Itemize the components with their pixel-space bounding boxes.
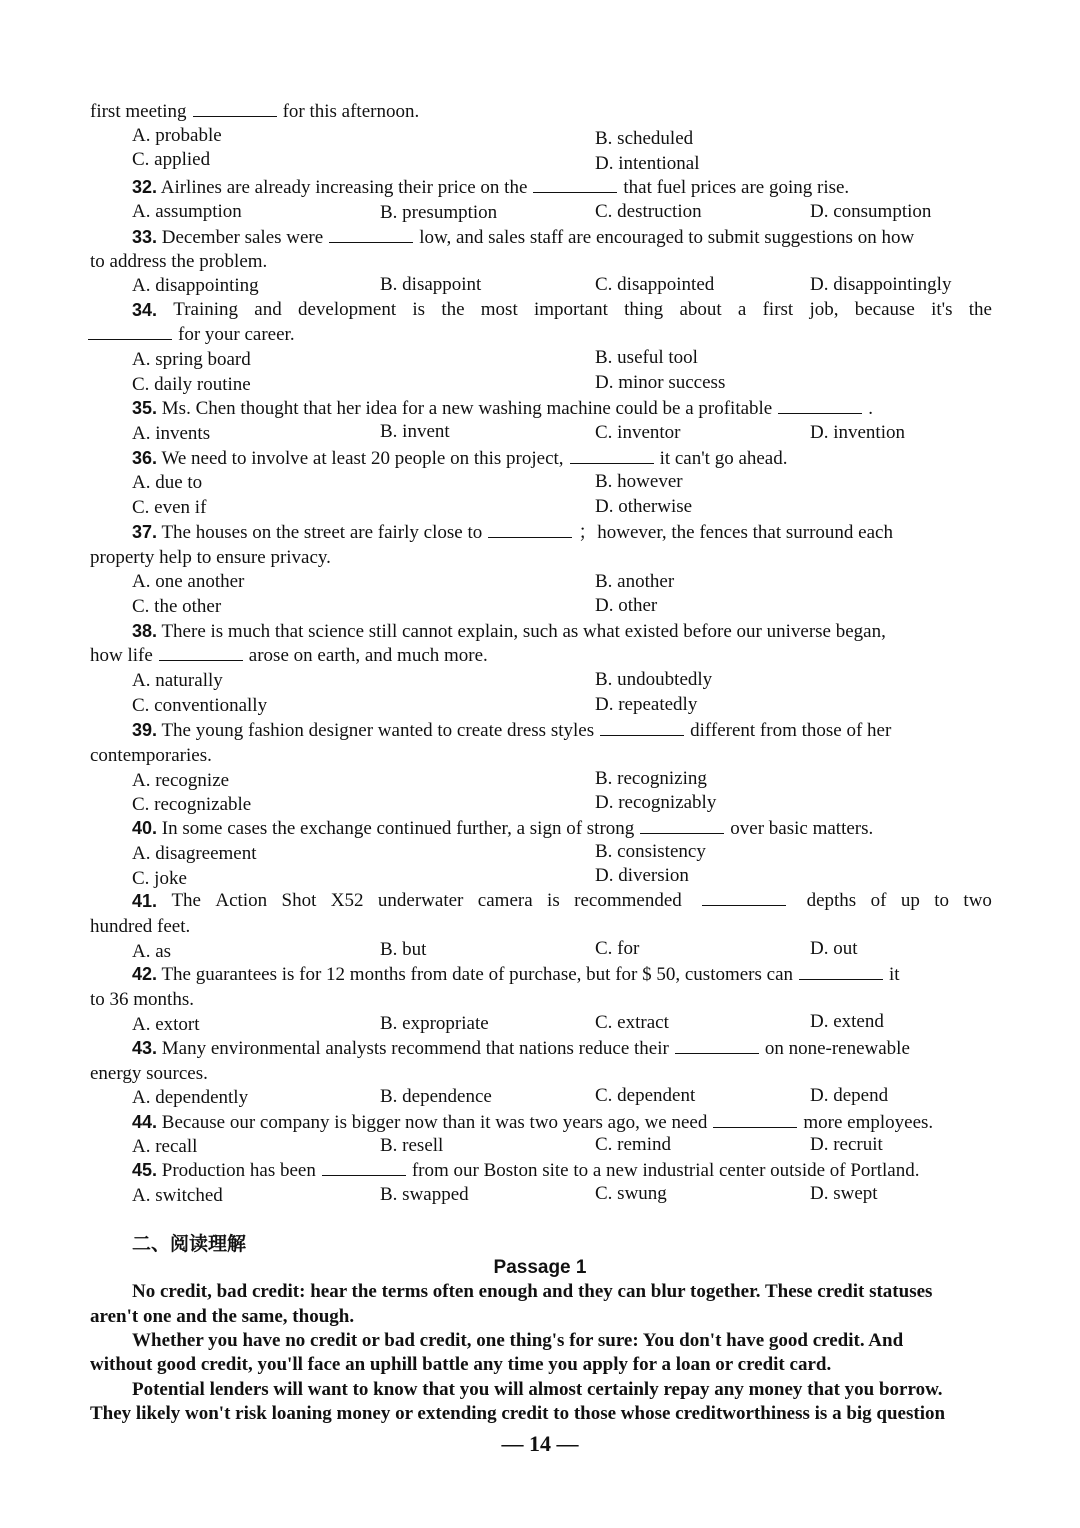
question-number: 38.	[132, 621, 158, 641]
answer-blank	[778, 397, 862, 414]
q40-option-a: A. disagreement	[132, 843, 257, 864]
q34-word: thing	[624, 299, 664, 320]
q33-option-a: A. disappointing	[132, 275, 259, 296]
q31-stem-part: for this afternoon.	[282, 101, 420, 122]
q32-stem-part: Airlines are already increasing their price on the	[160, 177, 528, 198]
q43-stem-part: on none-renewable	[764, 1038, 910, 1059]
q32-stem	[132, 175, 849, 200]
answer-blank	[329, 226, 413, 243]
q40-stem	[132, 816, 873, 841]
q37-stem-line2: property help to ensure privacy.	[90, 547, 331, 568]
passage-p3-line1: Potential lenders will want to know that you will almost certainly repay any money that you borrow.	[132, 1379, 943, 1400]
q44-option-b: B. resell	[380, 1135, 444, 1156]
q37-stem	[132, 520, 893, 545]
question-number: 39.	[132, 720, 158, 740]
q43-stem-part: Many environmental analysts recommend that nations reduce their	[161, 1038, 669, 1059]
q41-option-b: B. but	[380, 939, 427, 960]
q43-stem-line2: energy sources.	[90, 1063, 208, 1084]
q32-option-c: C. destruction	[595, 201, 702, 222]
q41-word: The	[171, 890, 201, 911]
q34-word: and	[254, 299, 282, 320]
q41-word: to	[934, 890, 950, 911]
q45-stem-part: Production has been	[161, 1160, 316, 1181]
q39-option-d: D. recognizably	[595, 792, 717, 813]
q34-stem-line2	[88, 323, 295, 347]
q39-stem-line2: contemporaries.	[90, 745, 212, 766]
q44-option-c: C. remind	[595, 1134, 671, 1155]
q39-option-c: C. recognizable	[132, 794, 252, 815]
answer-blank	[193, 100, 277, 117]
q40-stem-part: In some cases the exchange continued further, a sign of strong	[161, 818, 635, 839]
q41-word: is	[547, 890, 560, 911]
q34-option-a: A. spring board	[132, 349, 251, 370]
q35-stem	[132, 396, 873, 421]
q42-stem-line2: to 36 months.	[90, 989, 194, 1010]
q34-word: because	[854, 299, 915, 320]
q42-option-d: D. extend	[810, 1011, 884, 1032]
answer-blank	[799, 963, 883, 980]
question-number: 40.	[132, 818, 158, 838]
q44-stem-part: more employees.	[803, 1112, 934, 1133]
q43-option-c: C. dependent	[595, 1085, 696, 1106]
question-number: 42.	[132, 964, 158, 984]
q31-option-c: C. applied	[132, 149, 211, 170]
q33-stem	[132, 225, 914, 250]
q34-word: about	[679, 299, 722, 320]
q34-stem	[132, 298, 992, 322]
q40-stem-part: over basic matters.	[730, 818, 874, 839]
q34-word: first	[762, 299, 794, 320]
q33-stem-line2: to address the problem.	[90, 251, 268, 272]
q40-option-c: C. joke	[132, 868, 187, 889]
q33-option-c: C. disappointed	[595, 274, 715, 295]
q41-option-a: A. as	[132, 941, 172, 962]
q42-stem-part: The guarantees is for 12 months from date of purchase, but for $ 50, customers can	[161, 964, 794, 985]
q45-option-d: D. swept	[810, 1183, 878, 1204]
answer-blank	[159, 644, 243, 661]
q45-option-a: A. switched	[132, 1185, 223, 1206]
question-number: 45.	[132, 1160, 158, 1180]
question-number: 35.	[132, 398, 158, 418]
q31-stem-part: first meeting	[90, 101, 187, 122]
q33-option-d: D. disappointingly	[810, 274, 952, 295]
q40-option-d: D. diversion	[595, 865, 689, 886]
q35-option-b: B. invent	[380, 421, 450, 442]
q39-option-b: B. recognizing	[595, 768, 707, 789]
answer-blank	[570, 447, 654, 464]
answer-blank	[533, 176, 617, 193]
q37-option-a: A. one another	[132, 571, 245, 592]
q42-option-a: A. extort	[132, 1014, 200, 1035]
q35-option-d: D. invention	[810, 422, 905, 443]
q34-stem-words	[132, 298, 157, 322]
q35-stem-part: Ms. Chen thought that her idea for a new washing machine could be a profitable	[161, 398, 773, 419]
q38-stem-part: arose on earth, and much more.	[248, 645, 488, 666]
q45-stem-part: from our Boston site to a new industrial center outside of Portland.	[411, 1160, 920, 1181]
q31-option-d: D. intentional	[595, 153, 700, 174]
q35-option-a: A. invents	[132, 423, 211, 444]
q32-option-d: D. consumption	[810, 201, 932, 222]
q39-stem-part: different from those of her	[690, 720, 892, 741]
q34-option-d: D. minor success	[595, 372, 726, 393]
answer-blank	[488, 521, 572, 538]
question-number: 41.	[132, 891, 158, 911]
passage-p2-line2: without good credit, you'll face an uphill battle any time you apply for a loan or credit card.	[90, 1354, 832, 1375]
question-number: 43.	[132, 1038, 158, 1058]
q37-stem-part: ；however, the fences that surround each	[578, 522, 893, 543]
q34-word: is	[412, 299, 426, 320]
q31-stem	[90, 100, 419, 124]
q33-option-b: B. disappoint	[380, 274, 482, 295]
q41-word: of	[870, 890, 887, 911]
question-number: 37.	[132, 522, 158, 542]
answer-blank	[640, 817, 724, 834]
q41-option-c: C. for	[595, 938, 640, 959]
q42-stem	[132, 962, 900, 987]
q41-option-d: D. out	[810, 938, 858, 959]
q42-option-c: C. extract	[595, 1012, 669, 1033]
q41-word: Action	[215, 890, 268, 911]
q35-option-c: C. inventor	[595, 422, 681, 443]
passage-title: Passage 1	[493, 1257, 587, 1278]
q37-option-d: D. other	[595, 595, 658, 616]
q37-option-c: C. the other	[132, 596, 222, 617]
page-number: — 14 —	[501, 1431, 579, 1456]
q38-stem	[132, 619, 886, 644]
question-number: 33.	[132, 227, 158, 247]
q34-word: most	[480, 299, 518, 320]
q43-option-d: D. depend	[810, 1085, 889, 1106]
passage-p1-line2: aren't one and the same, though.	[90, 1306, 355, 1327]
question-number: 32.	[132, 177, 158, 197]
q36-option-d: D. otherwise	[595, 496, 693, 517]
q40-option-b: B. consistency	[595, 841, 706, 862]
q39-stem	[132, 718, 891, 743]
q39-stem-part: The young fashion designer wanted to create dress styles	[161, 720, 595, 741]
q34-option-c: C. daily routine	[132, 374, 251, 395]
q41-word: recommended	[574, 890, 682, 911]
q38-option-a: A. naturally	[132, 670, 223, 691]
q41-word: Shot	[281, 890, 317, 911]
q36-stem-part: We need to involve at least 20 people on this project,	[161, 448, 564, 469]
q41-word: two	[963, 890, 992, 911]
q36-option-a: A. due to	[132, 472, 203, 493]
q38-option-c: C. conventionally	[132, 695, 268, 716]
q41-stem-line2: hundred feet.	[90, 916, 191, 937]
q41-word: depths	[806, 890, 857, 911]
q34-word: Training	[173, 299, 239, 320]
q38-stem-part: There is much that science still cannot explain, such as what existed before our universe began,	[161, 621, 886, 642]
passage-p1-line1: No credit, bad credit: hear the terms often enough and they can blur together. These credit statuses	[132, 1281, 933, 1302]
q45-option-c: C. swung	[595, 1183, 667, 1204]
q38-option-b: B. undoubtedly	[595, 669, 713, 690]
q34-word: important	[533, 299, 608, 320]
question-number: 44.	[132, 1112, 158, 1132]
q42-option-b: B. expropriate	[380, 1013, 489, 1034]
q41-word: camera	[477, 890, 533, 911]
q36-option-c: C. even if	[132, 497, 207, 518]
q38-stem-line2	[90, 644, 488, 668]
answer-blank	[713, 1111, 797, 1128]
q34-word: a	[737, 299, 747, 320]
passage-p3-line2: They likely won't risk loaning money or extending credit to those whose creditworthiness is a big question	[90, 1403, 946, 1424]
q33-stem-part: low, and sales staff are encouraged to submit suggestions on how	[419, 227, 915, 248]
q43-stem	[132, 1036, 910, 1061]
q34-word: the	[441, 299, 465, 320]
question-number: 36.	[132, 448, 158, 468]
q45-option-b: B. swapped	[380, 1184, 469, 1205]
passage-p2-line1: Whether you have no credit or bad credit, one thing's for sure: You don't have good credit. And	[132, 1330, 904, 1351]
q34-stem-part: for your career.	[178, 324, 295, 345]
q31-option-a: A. probable	[132, 125, 222, 146]
q34-word: development	[297, 299, 397, 320]
q44-option-d: D. recruit	[810, 1134, 883, 1155]
q44-stem	[132, 1110, 933, 1135]
q41-word: X52	[330, 890, 364, 911]
q32-option-a: A. assumption	[132, 201, 242, 222]
q32-option-b: B. presumption	[380, 202, 498, 223]
q31-option-b: B. scheduled	[595, 128, 694, 149]
q32-stem-part: that fuel prices are going rise.	[623, 177, 850, 198]
q35-stem-part: .	[868, 398, 873, 419]
q43-option-b: B. dependence	[380, 1086, 492, 1107]
q34-word: the	[968, 299, 992, 320]
answer-blank	[88, 323, 172, 340]
q34-word: job,	[809, 299, 839, 320]
question-number: 34.	[132, 300, 158, 320]
q34-option-b: B. useful tool	[595, 347, 698, 368]
answer-blank	[702, 889, 786, 906]
q34-word: it's	[931, 299, 953, 320]
q36-stem-part: it can't go ahead.	[659, 448, 788, 469]
answer-blank	[600, 719, 684, 736]
q42-stem-part: it	[889, 964, 900, 985]
q43-option-a: A. dependently	[132, 1087, 249, 1108]
q36-stem	[132, 446, 788, 471]
q39-option-a: A. recognize	[132, 770, 230, 791]
q37-option-b: B. another	[595, 571, 675, 592]
q41-stem	[132, 889, 992, 913]
q45-stem	[132, 1158, 920, 1183]
q38-stem-part: how life	[90, 645, 153, 666]
answer-blank	[322, 1159, 406, 1176]
answer-blank	[675, 1037, 759, 1054]
q36-option-b: B. however	[595, 471, 683, 492]
q33-stem-part: December sales were	[161, 227, 324, 248]
section-heading: 二、阅读理解	[132, 1233, 247, 1255]
q37-stem-part: The houses on the street are fairly close to	[161, 522, 483, 543]
q41-word: underwater	[377, 890, 464, 911]
q38-option-d: D. repeatedly	[595, 694, 698, 715]
q44-stem-part: Because our company is bigger now than it was two years ago, we need	[161, 1112, 708, 1133]
q41-word: up	[900, 890, 920, 911]
q44-option-a: A. recall	[132, 1136, 198, 1157]
